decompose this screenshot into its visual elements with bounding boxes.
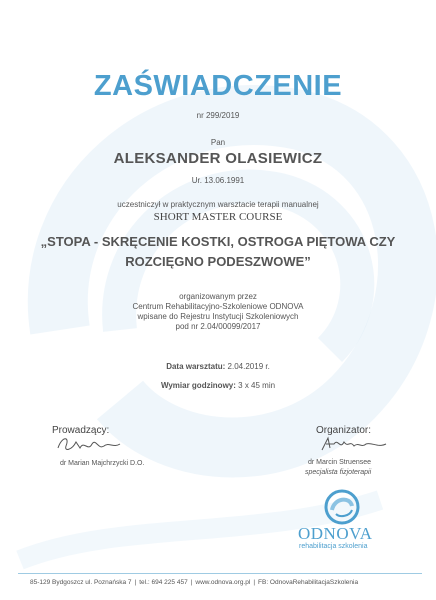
footer-address: 85-129 Bydgoszcz ul. Poznańska 7 (30, 579, 132, 586)
instructor-signature (54, 432, 124, 456)
organizer-title: specjalista fizjoterapii (305, 469, 372, 476)
organizer-line: wpisane do Rejestru Instytucji Szkoleniowych (137, 312, 299, 321)
organizer-name: dr Marcin Struensee (308, 459, 372, 466)
organizer-role: Organizator: (316, 425, 372, 436)
footer-separator: | (190, 579, 193, 586)
footer-separator: | (134, 579, 137, 586)
birth-date: Ur. 13.06.1991 (191, 176, 245, 185)
participation-text: uczestniczył w praktycznym warsztacie terapii manualnej (117, 200, 319, 209)
footer-phone: tel.: 694 225 457 (139, 579, 188, 586)
organizer-line: pod nr 2.04/00099/2017 (175, 322, 261, 331)
workshop-hours-value: 3 x 45 min (238, 381, 276, 390)
instructor-role: Prowadzący: (52, 425, 110, 436)
recipient-name: ALEKSANDER OLASIEWICZ (113, 150, 323, 167)
certificate-title: ZAŚWIADCZENIE (93, 70, 343, 102)
salutation: Pan (210, 138, 226, 147)
certificate-number: nr 299/2019 (196, 111, 240, 120)
footer-divider (18, 573, 422, 574)
organizer-signature (316, 434, 396, 454)
footer-separator: | (253, 579, 256, 586)
instructor-name: dr Marian Majchrzycki D.O. (60, 460, 145, 467)
workshop-date-label: Data warsztatu: (166, 362, 226, 371)
workshop-date-value: 2.04.2019 r. (227, 362, 270, 371)
workshop-hours (0, 381, 436, 390)
organizer-line: Centrum Rehabilitacyjno-Szkoleniowe ODNOVA (132, 302, 304, 311)
workshop-hours-label: Wymiar godzinowy: (160, 381, 236, 390)
course-name: SHORT MASTER COURSE (153, 211, 283, 223)
course-topic-line-1: „STOPA - SKRĘCENIE KOSTKI, OSTROGA PIĘTOWA CZY (40, 234, 396, 249)
course-topic-line-2: ROZCIĘGNO PODESZWOWE” (125, 254, 311, 269)
footer-website: www.odnova.org.pl (195, 579, 251, 586)
footer-facebook: FB: OdnovaRehabilitacjaSzkolenia (258, 579, 359, 586)
organizer-line: organizowanym przez (179, 292, 257, 301)
logo-subtitle: rehabilitacja szkolenia (299, 543, 368, 550)
logo-name: ODNOVA (298, 524, 373, 543)
footer (30, 579, 358, 586)
odnova-logo-icon (322, 488, 362, 526)
workshop-date (0, 362, 436, 371)
